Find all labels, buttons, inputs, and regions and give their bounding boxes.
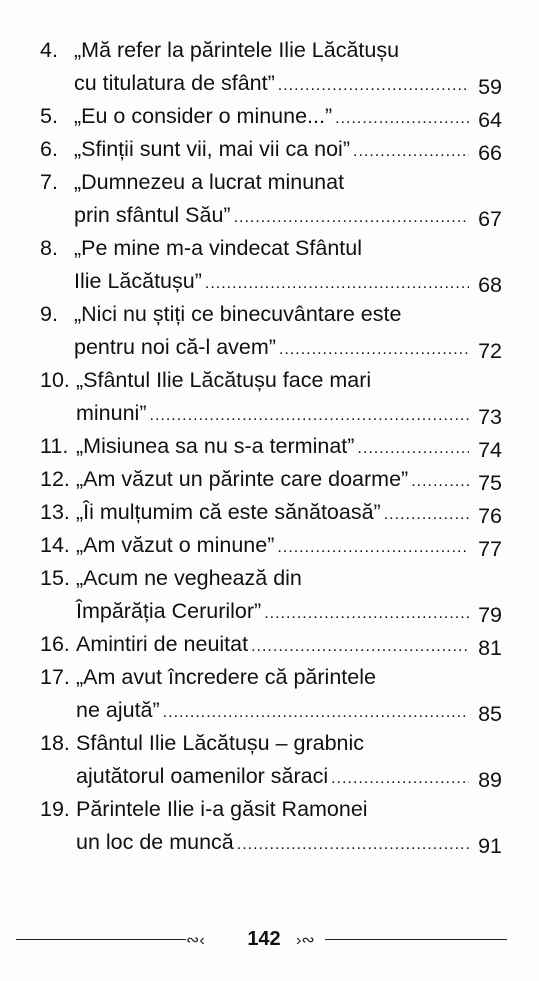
toc-entry-title-line1: Părintele Ilie i-a găsit Ramonei (76, 797, 368, 821)
toc-entry-number: 11. (40, 434, 69, 458)
page-number: 142 (247, 928, 281, 950)
toc-entry-title-line1: „Am avut încredere că părintele (76, 665, 376, 689)
toc-entry-page: 72 (478, 339, 502, 363)
toc-entry-page: 91 (478, 834, 502, 858)
toc-entry-title-line1: „Mă refer la părintele Ilie Lăcătușu (74, 38, 400, 62)
toc-entry-page: 67 (478, 207, 502, 231)
toc-entry-number: 7. (40, 170, 58, 194)
page-footer (0, 928, 539, 952)
toc-entry-title-line1: „Nici nu știți ce binecuvântare este (74, 302, 402, 326)
dot-leader (264, 597, 469, 630)
toc-entry-page: 85 (478, 702, 502, 726)
toc-entry-page: 76 (478, 504, 502, 528)
toc-entry-title-line2: ne ajută” (76, 698, 160, 722)
dot-leader (335, 102, 469, 135)
toc-entry-number: 12. (40, 467, 70, 491)
toc-entry-5 (40, 100, 502, 133)
toc-entry-11 (40, 430, 502, 463)
toc-entry-title: Amintiri de neuitat (76, 632, 249, 656)
toc-entry-page: 64 (478, 108, 502, 132)
toc-entry-page: 75 (478, 471, 502, 495)
toc-entry-number: 19. (40, 797, 70, 821)
dot-leader (251, 630, 469, 663)
toc-entry-page: 66 (478, 141, 502, 165)
toc-entry-9 (40, 298, 502, 364)
toc-entry-14 (40, 529, 502, 562)
footer-rule-left (16, 939, 186, 940)
toc-entry-number: 6. (40, 137, 58, 161)
toc-entry-title-line1: Sfântul Ilie Lăcătușu – grabnic (76, 731, 365, 755)
ornament-right-icon: ›∾ (296, 932, 315, 949)
toc-entry-title-line1: „Acum ne veghează din (76, 566, 302, 590)
toc-entry-15 (40, 562, 502, 628)
toc-entry-page: 74 (478, 438, 502, 462)
toc-entry-number: 5. (40, 104, 58, 128)
toc-entry-title: „Îi mulțumim că este sănătoasă” (76, 500, 381, 524)
dot-leader (237, 828, 469, 861)
toc-entry-number: 16. (40, 632, 70, 656)
toc-entry-19 (40, 793, 502, 859)
toc-entry-6 (40, 133, 502, 166)
toc-entry-title: „Eu o consider o minune...” (74, 104, 333, 128)
toc-entry-number: 15. (40, 566, 70, 590)
toc-entry-number: 18. (40, 731, 70, 755)
toc-entry-7 (40, 166, 502, 232)
toc-entry-title-line2: Ilie Lăcătușu” (74, 269, 202, 293)
toc-entry-number: 13. (40, 500, 70, 524)
toc-entry-17 (40, 661, 502, 727)
toc-entry-title: „Am văzut un părinte care doarme” (76, 467, 409, 491)
toc-entry-4 (40, 34, 502, 100)
toc-entry-12 (40, 463, 502, 496)
toc-entry-number: 8. (40, 236, 58, 260)
dot-leader (163, 696, 469, 729)
toc-entry-title-line2: Împărăția Cerurilor” (76, 599, 262, 623)
toc-entry-number: 10. (40, 368, 70, 392)
toc-entry-number: 9. (40, 302, 58, 326)
toc-entry-title-line2: un loc de muncă (76, 830, 234, 854)
dot-leader (205, 267, 469, 300)
toc-entry-number: 17. (40, 665, 70, 689)
toc-entry-10 (40, 364, 502, 430)
toc-entry-title-line1: „Sfântul Ilie Lăcătușu face mari (76, 368, 372, 392)
table-of-contents (40, 34, 502, 859)
ornament-left-icon: ∾‹ (186, 932, 205, 949)
toc-entry-title: „Misiunea sa nu s-a terminat” (76, 434, 355, 458)
toc-entry-8 (40, 232, 502, 298)
toc-entry-title-line2: pentru noi că-l avem” (74, 335, 276, 359)
dot-leader (234, 201, 469, 234)
toc-entry-title-line2: cu titulatura de sfânt” (74, 71, 275, 95)
toc-entry-number: 4. (40, 38, 58, 62)
toc-entry-16 (40, 628, 502, 661)
dot-leader (277, 531, 469, 564)
toc-entry-page: 79 (478, 603, 502, 627)
toc-entry-page: 59 (478, 75, 502, 99)
dot-leader (279, 333, 469, 366)
dot-leader (357, 432, 469, 465)
toc-entry-number: 14. (40, 533, 70, 557)
toc-entry-page: 89 (478, 768, 502, 792)
toc-entry-title-line2: minuni” (76, 401, 147, 425)
footer-rule-right (325, 939, 507, 940)
dot-leader (353, 135, 469, 168)
toc-entry-title-line1: „Dumnezeu a lucrat minunat (74, 170, 345, 194)
toc-entry-title: „Am văzut o minune” (76, 533, 275, 557)
dot-leader (411, 465, 469, 498)
toc-entry-title-line1: „Pe mine m-a vindecat Sfântul (74, 236, 362, 260)
toc-entry-title: „Sfinții sunt vii, mai vii ca noi” (74, 137, 350, 161)
dot-leader (278, 69, 469, 102)
toc-entry-title-line2: ajutătorul oamenilor săraci (76, 764, 329, 788)
dot-leader (150, 399, 470, 432)
toc-entry-13 (40, 496, 502, 529)
toc-entry-18 (40, 727, 502, 793)
toc-entry-page: 81 (478, 636, 502, 660)
dot-leader (384, 498, 469, 531)
toc-entry-title-line2: prin sfântul Său” (74, 203, 231, 227)
dot-leader (331, 762, 469, 795)
toc-entry-page: 73 (478, 405, 502, 429)
toc-entry-page: 68 (478, 273, 502, 297)
toc-entry-page: 77 (478, 537, 502, 561)
